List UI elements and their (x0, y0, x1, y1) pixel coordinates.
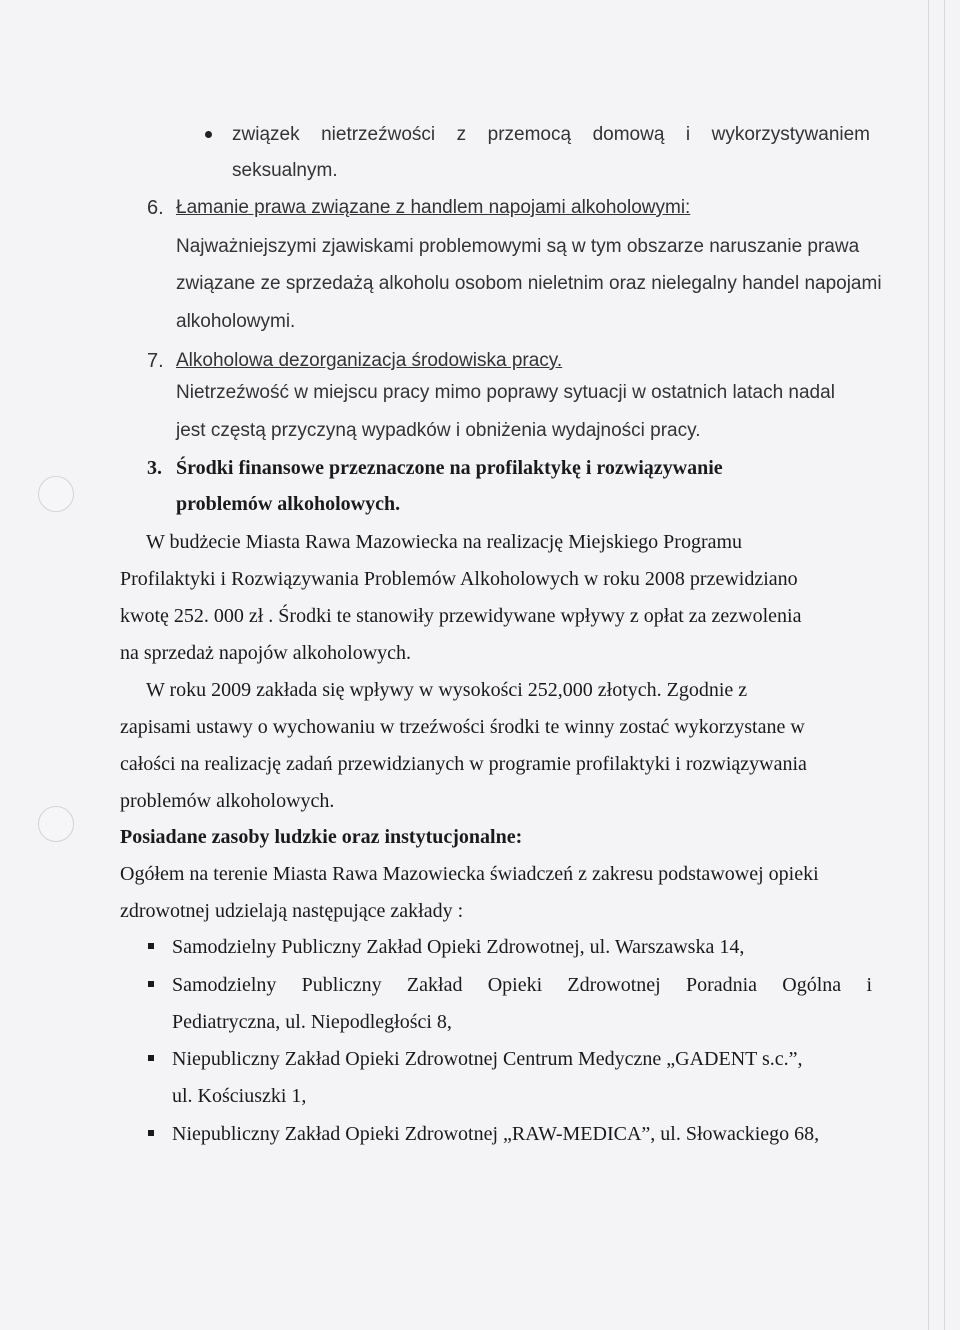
paragraph-line: Profilaktyki i Rozwiązywania Problemów Alkoholowych w roku 2008 przewidziano (120, 568, 798, 590)
paragraph-line: problemów alkoholowych. (120, 790, 335, 812)
paragraph-line: zdrowotnej udzielają następujące zakłady : (120, 900, 464, 922)
list-item-text: Pediatryczna, ul. Niepodległości 8, (172, 1011, 452, 1033)
section-heading: Łamanie prawa związane z handlem napojami alkoholowymi: (176, 197, 691, 218)
paragraph-line: alkoholowymi. (176, 311, 296, 332)
paragraph-line: W budżecie Miasta Rawa Mazowiecka na realizację Miejskiego Programu (146, 531, 743, 553)
list-item-text: Samodzielny Publiczny Zakład Opieki Zdrowotnej Poradnia Ogólna i (172, 974, 872, 996)
section-heading: Alkoholowa dezorganizacja środowiska pracy. (176, 350, 563, 371)
square-bullet-icon (148, 981, 154, 987)
list-item-text: Niepubliczny Zakład Opieki Zdrowotnej „RAW-MEDICA”, ul. Słowackiego 68, (172, 1123, 820, 1145)
subsection-heading: Posiadane zasoby ludzkie oraz instytucjonalne: (120, 826, 523, 848)
list-item-text: ul. Kościuszki 1, (172, 1085, 307, 1107)
bullet-item-text: seksualnym. (232, 160, 338, 181)
paragraph-line: Nietrzeźwość w miejscu pracy mimo poprawy sytuacji w ostatnich latach nadal (176, 382, 835, 403)
bullet-dot-icon (205, 131, 212, 138)
bullet-item-text: związek nietrzeźwości z przemocą domową i wykorzystywaniem (232, 124, 870, 145)
paragraph-line: zapisami ustawy o wychowaniu w trzeźwości środki te winny zostać wykorzystane w (120, 716, 805, 738)
list-item-text: Niepubliczny Zakład Opieki Zdrowotnej Centrum Medyczne „GADENT s.c.”, (172, 1048, 803, 1070)
section-heading: problemów alkoholowych. (176, 493, 401, 515)
square-bullet-icon (148, 1055, 154, 1061)
list-item-text: Samodzielny Publiczny Zakład Opieki Zdrowotnej, ul. Warszawska 14, (172, 936, 745, 958)
paragraph-line: całości na realizację zadań przewidzianych w programie profilaktyki i rozwiązywania (120, 753, 807, 775)
paragraph-line: związane ze sprzedażą alkoholu osobom nieletnim oraz nielegalny handel napojami (176, 273, 882, 294)
square-bullet-icon (148, 1130, 154, 1136)
section-number: 7. (147, 350, 164, 372)
square-bullet-icon (148, 943, 154, 949)
paragraph-line: Ogółem na terenie Miasta Rawa Mazowiecka świadczeń z zakresu podstawowej opieki (120, 863, 819, 885)
paragraph-line: Najważniejszymi zjawiskami problemowymi są w tym obszarze naruszanie prawa (176, 236, 860, 257)
section-heading: Środki finansowe przeznaczone na profilaktykę i rozwiązywanie (176, 457, 723, 479)
page-edge-line (944, 0, 945, 1330)
paragraph-line: kwotę 252. 000 zł . Środki te stanowiły przewidywane wpływy z opłat za zezwolenia (120, 605, 802, 627)
punch-hole (38, 806, 74, 842)
paragraph-line: jest częstą przyczyną wypadków i obniżenia wydajności pracy. (176, 420, 701, 441)
page-edge-line (928, 0, 929, 1330)
paragraph-line: na sprzedaż napojów alkoholowych. (120, 642, 412, 664)
paragraph-line: W roku 2009 zakłada się wpływy w wysokości 252,000 złotych. Zgodnie z (146, 679, 748, 701)
section-number: 6. (147, 197, 164, 219)
section-number: 3. (147, 457, 162, 479)
punch-hole (38, 476, 74, 512)
